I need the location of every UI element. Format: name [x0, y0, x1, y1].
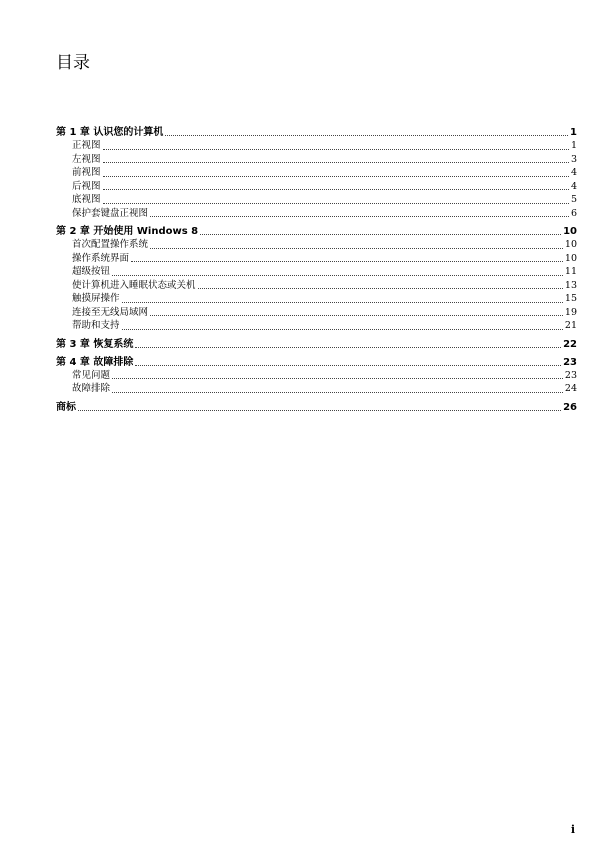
table-of-contents — [56, 126, 577, 419]
page-number: i — [570, 823, 575, 836]
toc-subentry-page: 13 — [564, 279, 577, 291]
toc-subentry[interactable] — [56, 238, 577, 252]
toc-subentry-page: 11 — [564, 266, 577, 277]
toc-entry[interactable] — [56, 338, 577, 351]
toc-entry-page: 26 — [563, 401, 577, 413]
toc-subentry-label: 正视图 — [72, 140, 101, 151]
dot-leader — [135, 365, 561, 366]
toc-entry-page: 10 — [563, 226, 577, 237]
toc-subentry-page: 10 — [564, 252, 577, 264]
toc-subentry-page: 23 — [564, 369, 577, 381]
toc-subentry-page: 6 — [570, 207, 577, 219]
toc-subentry-page: 4 — [570, 180, 577, 192]
toc-subentry-page: 3 — [570, 153, 577, 165]
toc-subentry-page: 5 — [570, 194, 577, 205]
toc-chapter — [56, 338, 577, 351]
dot-leader — [103, 176, 569, 177]
toc-subentry[interactable] — [56, 319, 577, 333]
dot-leader — [103, 149, 569, 150]
toc-subentry-label: 操作系统界面 — [72, 252, 130, 264]
toc-subentry-page: 1 — [570, 140, 577, 151]
toc-subentry-label: 使计算机进入睡眠状态或关机 — [72, 279, 196, 291]
toc-subentry-label: 故障排除 — [72, 383, 111, 394]
toc-subentry-page: 10 — [564, 239, 577, 250]
toc-chapter — [56, 126, 577, 220]
toc-subentry[interactable] — [56, 193, 577, 207]
dot-leader — [135, 347, 561, 348]
toc-subentry-label: 后视图 — [72, 180, 101, 192]
toc-subentry-label: 帮助和支持 — [72, 320, 120, 331]
toc-subentry-page: 21 — [564, 320, 577, 331]
toc-entry-label: 第 1 章 认识您的计算机 — [56, 127, 164, 138]
toc-entry[interactable] — [56, 356, 577, 369]
toc-subentry[interactable] — [56, 252, 577, 266]
dot-leader — [103, 189, 569, 190]
dot-leader — [103, 162, 569, 163]
toc-entry-label: 第 4 章 故障排除 — [56, 356, 134, 368]
toc-entry-page: 22 — [563, 338, 577, 350]
dot-leader — [103, 203, 569, 204]
dot-leader — [200, 234, 561, 235]
toc-entry[interactable] — [56, 225, 577, 238]
toc-subentry-page: 4 — [570, 167, 577, 178]
dot-leader — [165, 135, 568, 136]
toc-entry-label: 第 3 章 恢复系统 — [56, 338, 134, 350]
toc-subentry[interactable] — [56, 369, 577, 383]
toc-subentry[interactable] — [56, 166, 577, 180]
toc-subentry[interactable] — [56, 180, 577, 194]
toc-subentry-label: 首次配置操作系统 — [72, 239, 149, 250]
toc-subentry[interactable] — [56, 153, 577, 167]
toc-subentry-page: 15 — [564, 293, 577, 304]
toc-subentry[interactable] — [56, 207, 577, 221]
toc-subentry-label: 超级按钮 — [72, 266, 111, 277]
toc-subentry-label: 保护套键盘正视图 — [72, 207, 149, 219]
toc-entry[interactable] — [56, 126, 577, 139]
dot-leader — [122, 329, 563, 330]
toc-entry-page: 1 — [570, 127, 577, 138]
toc-subentry-label: 底视图 — [72, 194, 101, 205]
toc-subentry-label: 左视图 — [72, 153, 101, 165]
dot-leader — [150, 216, 569, 217]
dot-leader — [122, 302, 563, 303]
dot-leader — [131, 261, 563, 262]
page-title: 目录 — [56, 53, 90, 73]
dot-leader — [112, 392, 563, 393]
dot-leader — [112, 378, 563, 379]
dot-leader — [150, 248, 563, 249]
toc-subentry[interactable] — [56, 382, 577, 396]
toc-subentry[interactable] — [56, 306, 577, 320]
toc-subentry-label: 前视图 — [72, 167, 101, 178]
dot-leader — [198, 288, 563, 289]
toc-subentry-label: 触摸屏操作 — [72, 293, 120, 304]
toc-entry-label: 商标 — [56, 401, 76, 413]
toc-subentry-page: 19 — [564, 306, 577, 318]
toc-subentry-label: 常见问题 — [72, 369, 111, 381]
toc-entry[interactable] — [56, 401, 577, 414]
toc-entry-page: 23 — [563, 356, 577, 368]
toc-chapter — [56, 225, 577, 333]
toc-subentry[interactable] — [56, 279, 577, 293]
toc-subentry-label: 连接至无线局域网 — [72, 306, 149, 318]
dot-leader — [78, 410, 561, 411]
dot-leader — [112, 275, 563, 276]
toc-subentry[interactable] — [56, 292, 577, 306]
toc-subentry[interactable] — [56, 265, 577, 279]
toc-subentry-page: 24 — [564, 383, 577, 394]
toc-chapter — [56, 356, 577, 396]
toc-subentry[interactable] — [56, 139, 577, 153]
toc-chapter — [56, 401, 577, 414]
dot-leader — [150, 315, 563, 316]
toc-entry-label: 第 2 章 开始使用 Windows 8 — [56, 226, 199, 237]
